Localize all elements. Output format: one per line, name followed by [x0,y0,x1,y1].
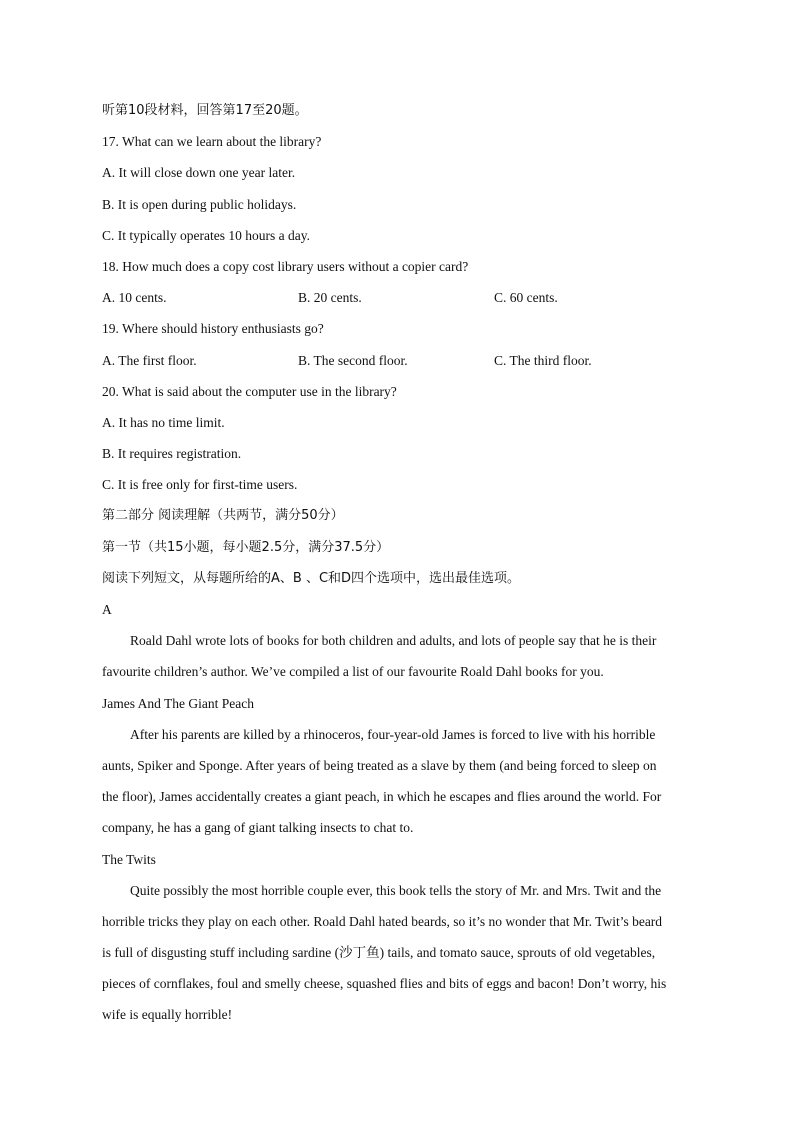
question-20: 20. What is said about the computer use in the library? [102,383,397,399]
book-title: James And The Giant Peach [102,695,254,711]
book-paragraph-line: wife is equally horrible! [102,1007,233,1023]
passage-label: A [102,602,112,617]
intro-line: Roald Dahl wrote lots of books for both children and adults, and lots of people say that he is their [130,633,657,649]
book-paragraph-line: After his parents are killed by a rhinoceros, four-year-old James is forced to live with his horrible [130,726,656,742]
reading-instruction: 阅读下列短文，从每题所给的A、B 、C和D四个选项中，选出最佳选项。 [102,570,521,586]
question-17: 17. What can we learn about the library? [102,134,322,150]
question-17-option-a: A. It will close down one year later. [102,165,296,181]
book-paragraph-line: the floor), James accidentally creates a giant peach, in which he escapes and flies around the world. For [102,789,662,805]
book-paragraph-line: is full of disgusting stuff including sardine (沙丁鱼) tails, and tomato sauce, sprouts of old vegetables, [102,945,656,961]
question-20-option-b: B. It requires registration. [102,446,242,462]
question-18-option-a: A. 10 cents. [102,290,167,306]
question-18-option-b: B. 20 cents. [298,290,362,306]
question-18-option-c: C. 60 cents. [494,290,558,306]
question-19-option-a: A. The first floor. [102,352,197,368]
question-18-options [102,287,692,318]
section-one-title: 第一节（共15小题，每小题2.5分，满分37.5分） [102,539,390,555]
part-two-title: 第二部分 阅读理解（共两节，满分50分） [102,508,344,524]
question-19-options [102,350,692,381]
question-19-option-b: B. The second floor. [298,352,408,368]
book-paragraph-line: horrible tricks they play on each other. Roald Dahl hated beards, so it’s no wonder that Mr. Twit’s beard [102,913,663,929]
intro-line: favourite children’s author. We’ve compiled a list of our favourite Roald Dahl books for you. [102,664,604,680]
listening-section-intro: 听第10段材料，回答第17至20题。 [102,103,308,118]
book-paragraph-line: company, he has a gang of giant talking insects to chat to. [102,820,414,836]
book-paragraph-line: aunts, Spiker and Sponge. After years of being treated as a slave by them (and being forced to sleep on [102,757,657,773]
question-19-option-c: C. The third floor. [494,352,592,368]
question-20-option-a: A. It has no time limit. [102,414,225,430]
question-17-option-b: B. It is open during public holidays. [102,196,297,212]
question-17-option-c: C. It typically operates 10 hours a day. [102,227,310,243]
question-18: 18. How much does a copy cost library users without a copier card? [102,258,469,274]
exam-page [102,100,692,1036]
book-paragraph-line: pieces of cornflakes, foul and smelly cheese, squashed flies and bits of eggs and bacon! Don’t worry, his [102,976,667,992]
question-19: 19. Where should history enthusiasts go? [102,321,324,337]
book-title: The Twits [102,851,156,867]
book-paragraph-line: Quite possibly the most horrible couple ever, this book tells the story of Mr. and Mrs. Twit and the [130,882,662,898]
question-20-option-c: C. It is free only for first-time users. [102,477,298,493]
